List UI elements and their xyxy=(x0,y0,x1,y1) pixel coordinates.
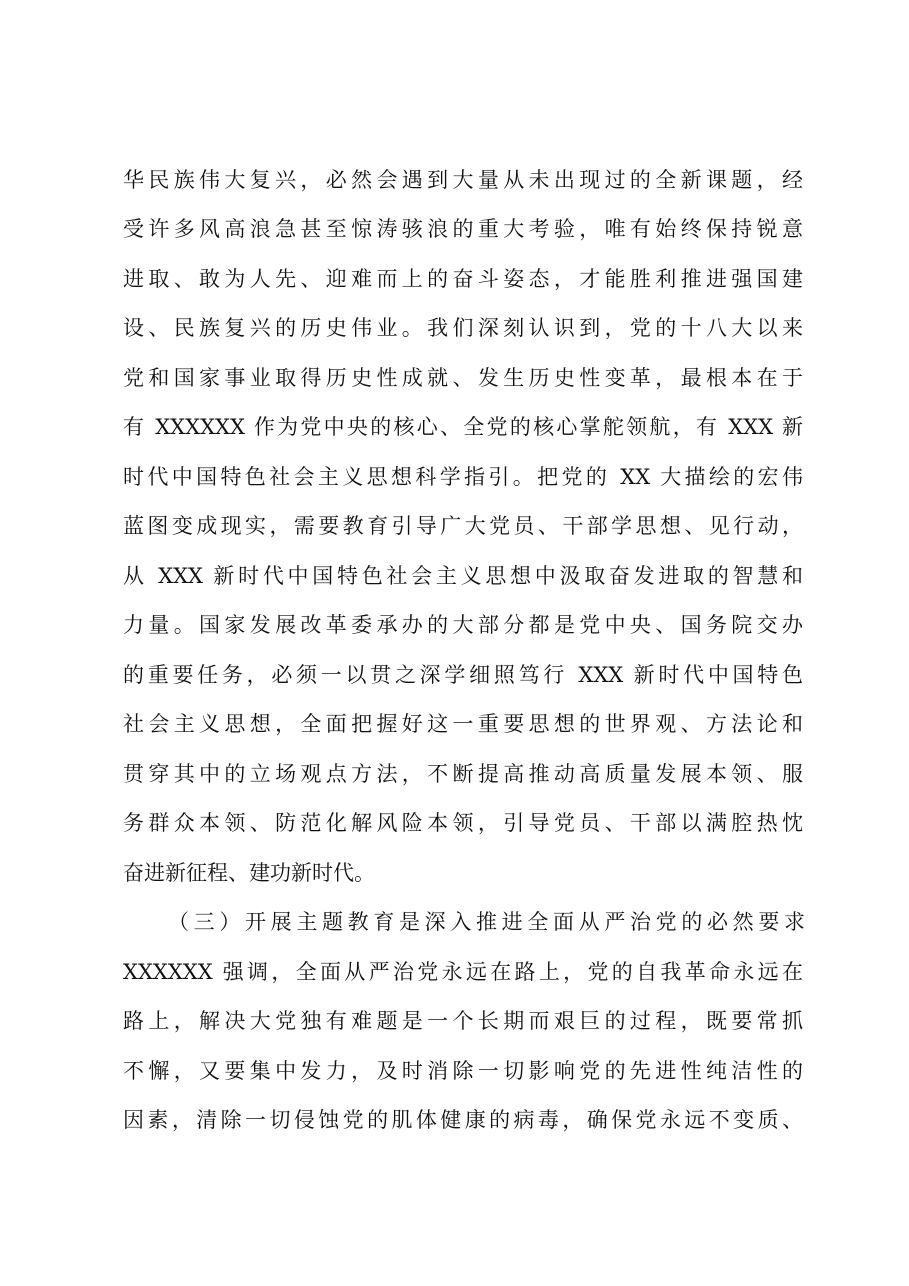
section-heading-line: （三）开展主题教育是深入推进全面从严治党的必然要求 xyxy=(168,910,805,934)
text-line: 社会主义思想，全面把握好这一重要思想的世界观、方法论和 xyxy=(123,712,803,736)
text-line: 进取、敢为人先、迎难而上的奋斗姿态，才能胜利推进强国建 xyxy=(123,267,803,291)
text-line: 力量。国家发展改革委承办的大部分都是党中央、国务院交办 xyxy=(123,613,803,637)
text-line: 奋进新征程、建功新时代。 xyxy=(123,861,375,885)
text-line: 有 XXXXXX 作为党中央的核心、全党的核心掌舵领航，有 XXX 新 xyxy=(123,415,803,439)
text-line: 党和国家事业取得历史性成就、发生历史性变革，最根本在于 xyxy=(123,366,803,390)
text-line: 华民族伟大复兴，必然会遇到大量从未出现过的全新课题，经 xyxy=(123,168,803,192)
text-line: 务群众本领、防范化解风险本领，引导党员、干部以满腔热忱 xyxy=(123,811,803,835)
text-line: 从 XXX 新时代中国特色社会主义思想中汲取奋发进取的智慧和 xyxy=(123,564,803,588)
text-line: 时代中国特色社会主义思想科学指引。把党的 XX 大描绘的宏伟 xyxy=(123,465,803,489)
text-line: 蓝图变成现实，需要教育引导广大党员、干部学思想、见行动， xyxy=(123,514,803,538)
text-line: 的重要任务，必须一以贯之深学细照笃行 XXX 新时代中国特色 xyxy=(123,663,803,687)
text-line: 受许多风高浪急甚至惊涛骇浪的重大考验，唯有始终保持锐意 xyxy=(123,217,803,241)
text-line: XXXXXX 强调，全面从严治党永远在路上，党的自我革命永远在 xyxy=(123,960,803,984)
text-line: 贯穿其中的立场观点方法，不断提高推动高质量发展本领、服 xyxy=(123,762,803,786)
text-line: 设、民族复兴的历史伟业。我们深刻认识到，党的十八大以来 xyxy=(123,316,803,340)
text-line: 不懈，又要集中发力，及时消除一切影响党的先进性纯洁性的 xyxy=(123,1059,803,1083)
text-line: 路上，解决大党独有难题是一个长期而艰巨的过程，既要常抓 xyxy=(123,1009,803,1033)
text-line: 因素，清除一切侵蚀党的肌体健康的病毒，确保党永远不变质、 xyxy=(123,1108,803,1132)
